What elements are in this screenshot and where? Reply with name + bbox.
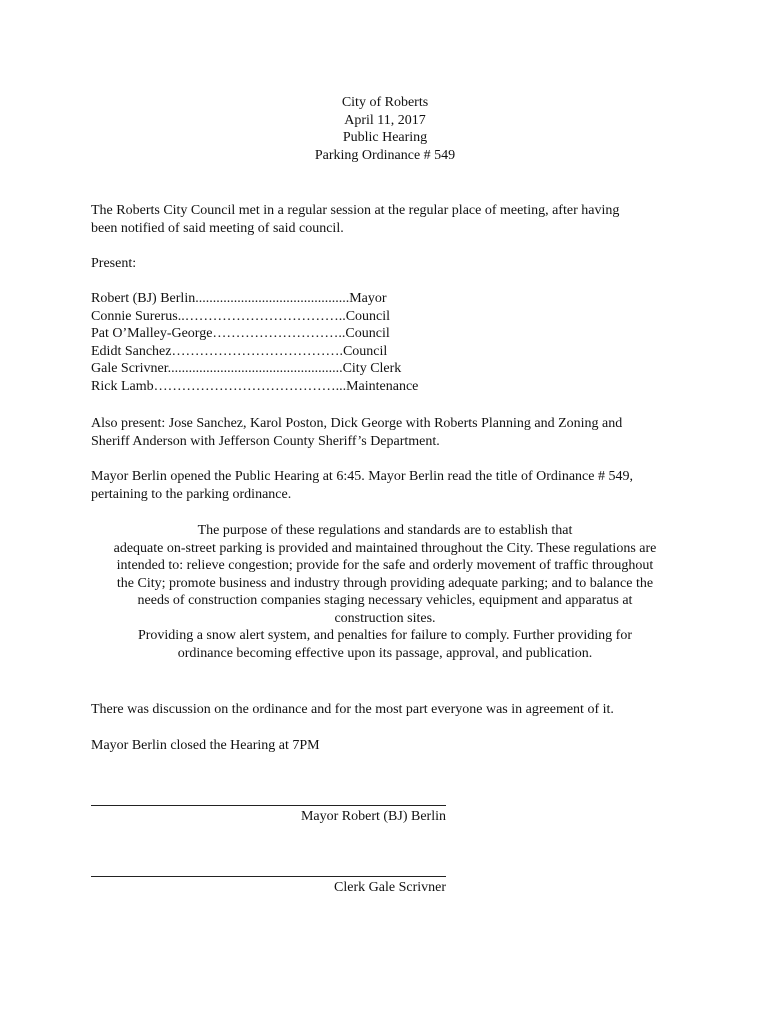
purpose-line: adequate on-street parking is provided and maintained throughout the City. These regulations are <box>113 540 657 556</box>
also-present-paragraph <box>91 415 622 450</box>
purpose-line: ordinance becoming effective upon its passage, approval, and publication. <box>177 645 593 661</box>
header-date: April 11, 2017 <box>344 112 426 128</box>
header-ordinance: Parking Ordinance # 549 <box>314 147 456 163</box>
intro-paragraph <box>91 202 619 237</box>
discussion-text: There was discussion on the ordinance and for the most part everyone was in agreement of it. <box>91 702 614 717</box>
opening-line: Mayor Berlin opened the Public Hearing at 6:45. Mayor Berlin read the title of Ordinance # 549, <box>91 469 633 484</box>
intro-line: been notified of said meeting of said council. <box>91 220 344 236</box>
opening-paragraph <box>91 468 633 503</box>
present-label: Present: <box>91 256 137 271</box>
purpose-line: construction sites. <box>334 610 436 626</box>
purpose-line: Providing a snow alert system, and penalties for failure to comply. Further providing for <box>137 628 633 643</box>
purpose-line: needs of construction companies staging necessary vehicles, equipment and apparatus at <box>137 593 633 608</box>
clerk-signature-name: Clerk Gale Scrivner <box>334 880 446 895</box>
attendee-list <box>91 290 418 395</box>
attendee-council: Connie Surerus..……………………………..Council <box>91 308 391 324</box>
purpose-paragraph <box>60 522 710 662</box>
attendee-maintenance: Rick Lamb…………………………………...Maintenance <box>91 378 419 394</box>
attendee-council: Pat O’Malley-George………………………..Council <box>91 326 390 341</box>
header-city: City of Roberts <box>341 95 429 110</box>
attendee-clerk: Gale Scrivner..................................................City Clerk <box>91 361 402 376</box>
mayor-signature-line <box>91 805 446 806</box>
mayor-signature-name: Mayor Robert (BJ) Berlin <box>300 809 446 824</box>
purpose-line: the City; promote business and industry through providing adequate parking; and to balance the <box>116 575 654 591</box>
header-event: Public Hearing <box>342 130 428 145</box>
purpose-line: intended to: relieve congestion; provide for the safe and orderly movement of traffic throughout <box>116 558 654 573</box>
intro-line: The Roberts City Council met in a regular session at the regular place of meeting, after having <box>91 203 620 218</box>
document-header <box>0 94 770 164</box>
attendee-council: Edidt Sanchez……………………………….Council <box>91 343 388 359</box>
closing-text: Mayor Berlin closed the Hearing at 7PM <box>91 738 320 753</box>
clerk-signature-line <box>91 876 446 877</box>
also-present-line: Also present: Jose Sanchez, Karol Poston, Dick George with Roberts Planning and Zoning and <box>91 416 623 431</box>
also-present-line: Sheriff Anderson with Jefferson County Sheriff’s Department. <box>91 433 440 449</box>
attendee-mayor: Robert (BJ) Berlin............................................Mayor <box>91 291 387 306</box>
opening-line: pertaining to the parking ordinance. <box>91 486 292 502</box>
purpose-line: The purpose of these regulations and standards are to establish that <box>197 523 573 538</box>
